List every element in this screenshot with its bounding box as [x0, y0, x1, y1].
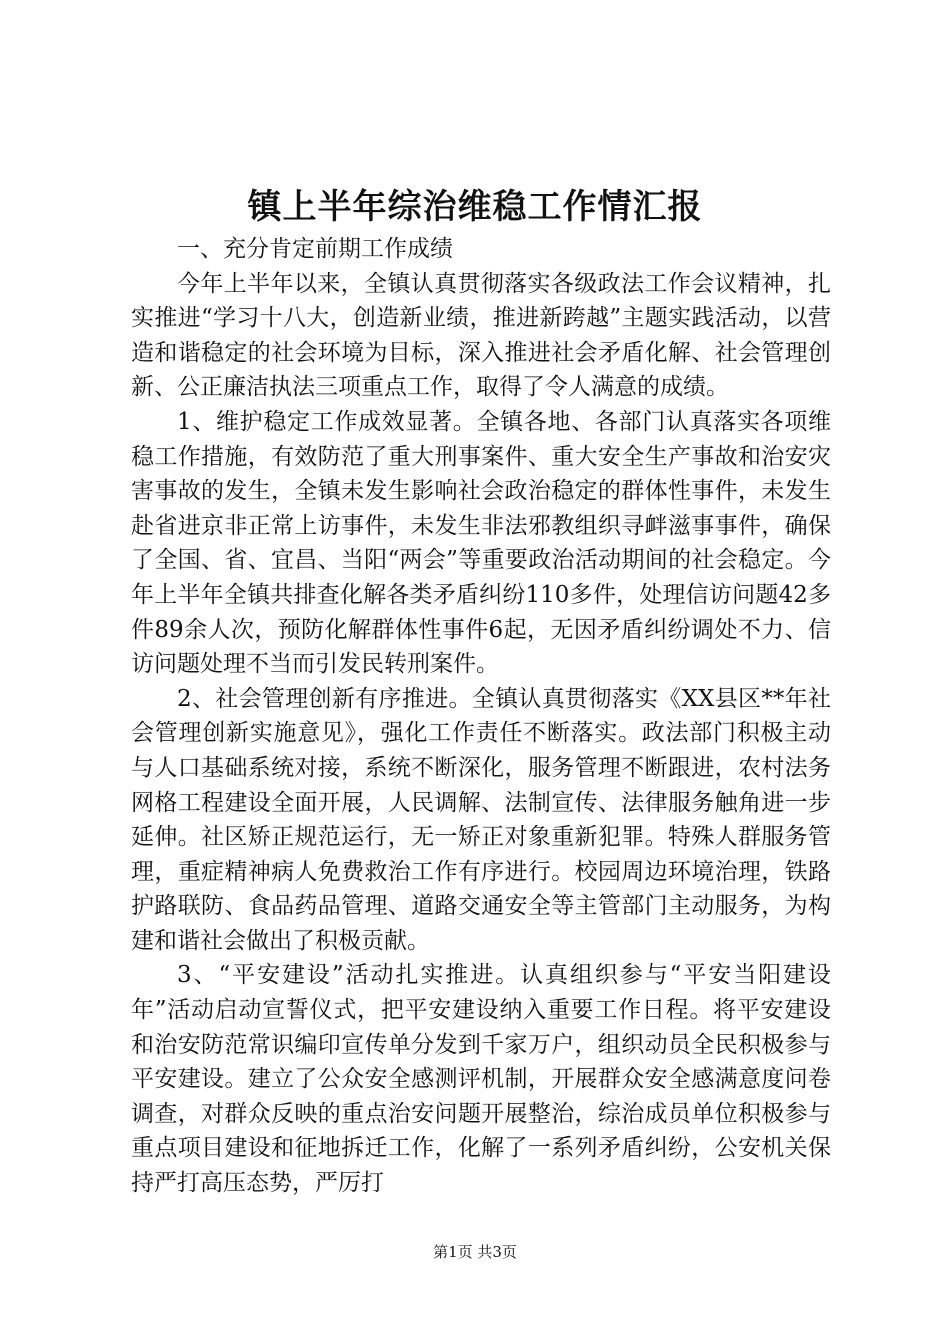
document-body: [131, 232, 831, 1201]
document-title: 镇上半年综治维稳工作情汇报: [247, 187, 703, 227]
paragraph-social-management: 2、社会管理创新有序推进。全镇认真贯彻落实《XX县区**年社会管理创新实施意见》，强化工作责任不断落实。政法部门积极主动与人口基础系统对接，系统不断深化，服务管理不断跟进，农村法务网格工程建设全面开展，人民调解、法制宣传、法律服务触角进一步延伸。社区矫正规范运行，无一矫正对象重新犯罪。特殊人群服务管理，重症精神病人免费救治工作有序进行。校园周边环境治理，铁路护路联防、食品药品管理、道路交通安全等主管部门主动服务，为构建和谐社会做出了积极贡献。: [131, 685, 831, 954]
section-heading: 一、充分肯定前期工作成绩: [177, 236, 453, 262]
paragraph-safety-construction: 3、“平安建设”活动扎实推进。认真组织参与“平安当阳建设年”活动启动宣誓仪式，把平安建设纳入重要工作日程。将平安建设和治安防范常识编印宣传单分发到千家万户，组织动员全民积极参与平安建设。建立了公众安全感测评机制，开展群众安全感满意度问卷调查，对群众反映的重点治安问题开展整治，综治成员单位积极参与重点项目建设和征地拆迁工作，化解了一系列矛盾纠纷，公安机关保持严打高压态势，严厉打: [131, 962, 831, 1197]
paragraph-stability: 1、维护稳定工作成效显著。全镇各地、各部门认真落实各项维稳工作措施，有效防范了重大刑事案件、重大安全生产事故和治安灾害事故的发生，全镇未发生影响社会政治稳定的群体性事件，未发生赴省进京非正常上访事件，未发生非法邪教组织寻衅滋事事件，确保了全国、省、宜昌、当阳“两会”等重要政治活动期间的社会稳定。今年上半年全镇共排查化解各类矛盾纠纷110多件，处理信访问题42多件89余人次，预防化解群体性事件6起，无因矛盾纠纷调处不力、信访问题处理不当而引发民转刑案件。: [131, 408, 831, 678]
page-number-footer: 第1页 共3页: [433, 1243, 517, 1261]
paragraph-intro: 今年上半年以来，全镇认真贯彻落实各级政法工作会议精神，扎实推进“学习十八大，创造新业绩，推进新跨越”主题实践活动，以营造和谐稳定的社会环境为目标，深入推进社会矛盾化解、社会管理创新、公正廉洁执法三项重点工作，取得了令人满意的成绩。: [131, 270, 831, 401]
